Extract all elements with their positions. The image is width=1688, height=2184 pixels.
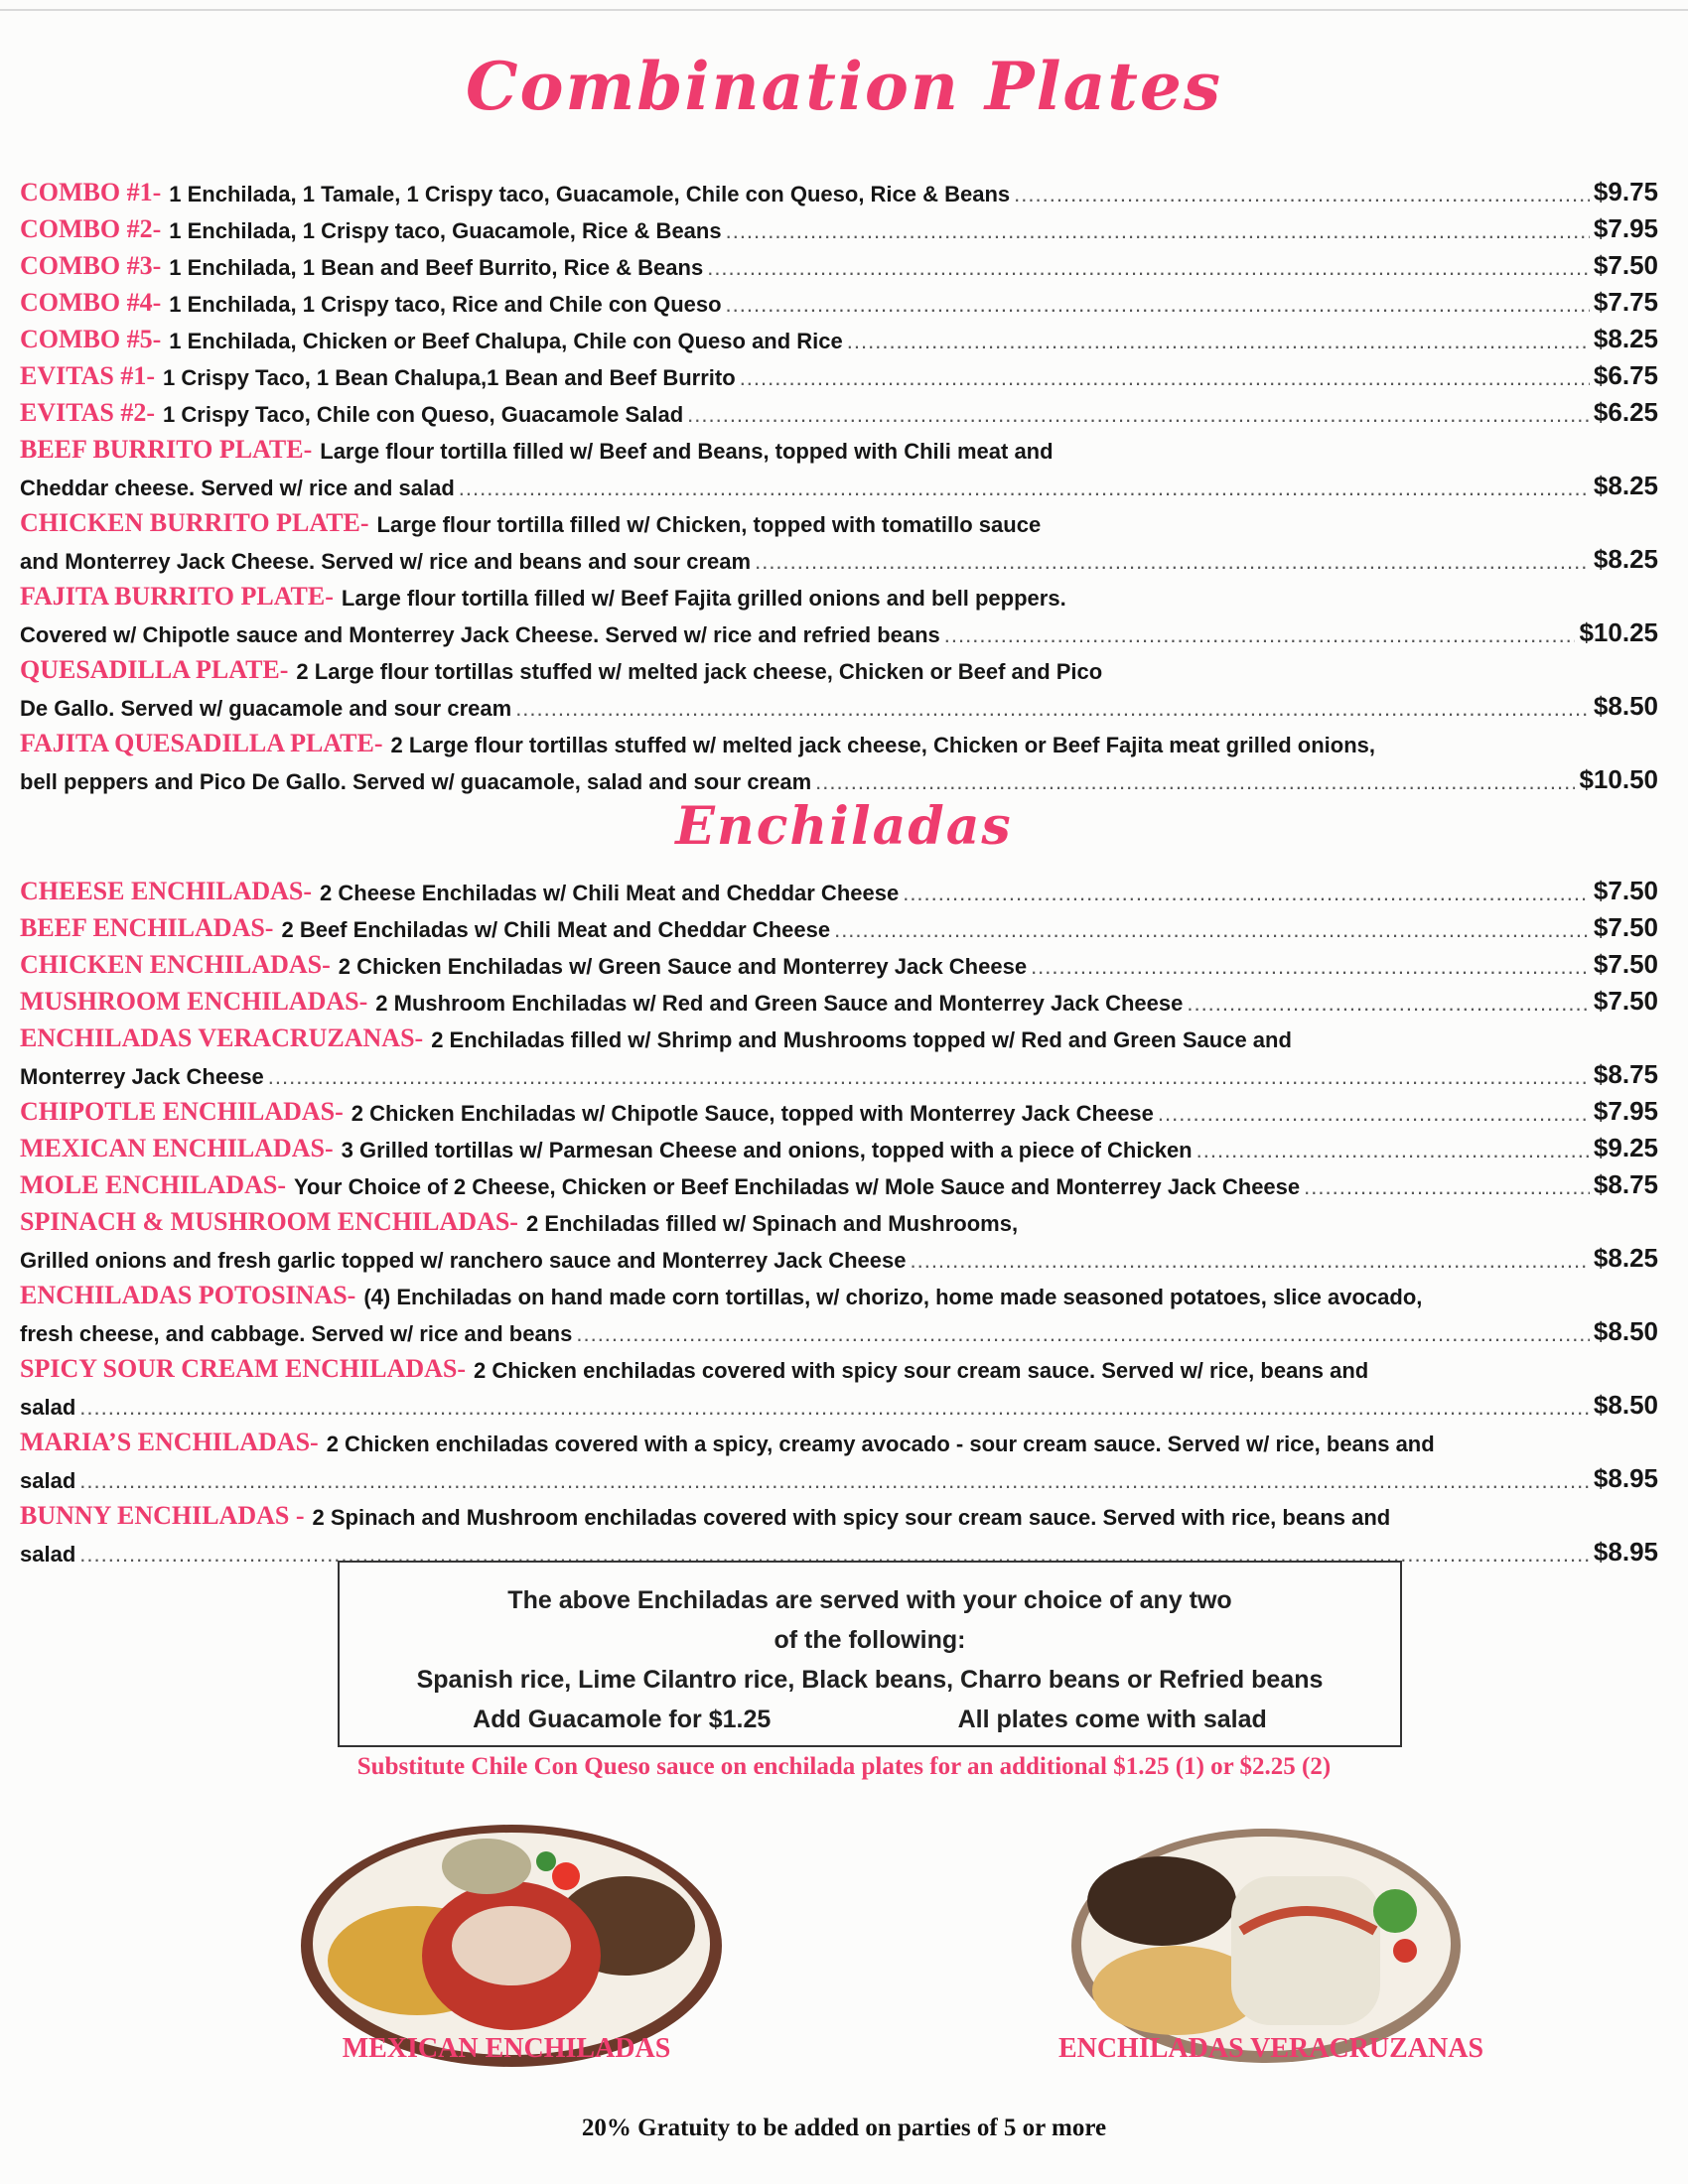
menu-item-line xyxy=(20,648,1658,685)
menu-item-price: $8.75 xyxy=(1593,1059,1658,1089)
menu-item-name: MEXICAN ENCHILADAS- xyxy=(20,1134,334,1162)
dot-leader xyxy=(1187,991,1590,1017)
menu-item-description: 2 Spinach and Mushroom enchiladas covered with spicy sour cream sauce. Served with rice, beans and xyxy=(312,1505,1391,1530)
menu-item-description: Large flour tortilla filled w/ Beef and Beans, topped with Chili meat and xyxy=(320,439,1054,464)
menu-item-description: 1 Enchilada, 1 Bean and Beef Burrito, Rice & Beans xyxy=(169,255,704,280)
menu-item xyxy=(20,870,1658,906)
menu-item-description: 2 Mushroom Enchiladas w/ Red and Green Sauce and Monterrey Jack Cheese xyxy=(375,991,1184,1016)
menu-item-line xyxy=(20,943,1658,980)
menu-item-description: 2 Chicken Enchiladas w/ Chipotle Sauce, topped with Monterrey Jack Cheese xyxy=(351,1101,1154,1126)
mexican-enchiladas-caption: MEXICAN ENCHILADAS xyxy=(342,2033,671,2064)
menu-item-name: COMBO #1- xyxy=(20,178,162,206)
sides-note-line2: of the following: xyxy=(774,1626,966,1654)
menu-item-line xyxy=(20,722,1658,758)
menu-item-line xyxy=(20,1017,1658,1053)
enchiladas-list xyxy=(20,870,1658,1568)
menu-item-line xyxy=(20,428,1658,465)
menu-item xyxy=(20,943,1658,980)
sides-note-line1: The above Enchiladas are served with your choice of any two xyxy=(507,1586,1232,1614)
gratuity-note: 20% Gratuity to be added on parties of 5 or more xyxy=(581,2115,1107,2141)
menu-item-line xyxy=(20,1053,1658,1090)
enchiladas-veracruzanas-caption: ENCHILADAS VERACRUZANAS xyxy=(1057,2033,1484,2064)
menu-item-description: 2 Large flour tortillas stuffed w/ melted jack cheese, Chicken or Beef and Pico xyxy=(296,659,1103,684)
menu-item xyxy=(20,722,1658,795)
menu-item-description: 1 Enchilada, 1 Tamale, 1 Crispy taco, Guacamole, Chile con Queso, Rice & Beans xyxy=(169,182,1011,206)
menu-item-name: CHICKEN ENCHILADAS- xyxy=(20,950,331,979)
menu-item xyxy=(20,1200,1658,1274)
menu-item-price: $8.95 xyxy=(1593,1537,1658,1567)
menu-item-line xyxy=(20,1310,1658,1347)
menu-item-description: Large flour tortilla filled w/ Beef Fajita grilled onions and bell peppers. xyxy=(341,586,1066,611)
menu-item xyxy=(20,1090,1658,1127)
menu-item-line xyxy=(20,1163,1658,1200)
menu-item-name: FAJITA BURRITO PLATE- xyxy=(20,582,334,611)
menu-item-description: 2 Cheese Enchiladas w/ Chili Meat and Cheddar Cheese xyxy=(320,881,900,905)
dot-leader xyxy=(268,1064,1590,1090)
menu-item xyxy=(20,207,1658,244)
menu-item-line xyxy=(20,501,1658,538)
sides-note-extras xyxy=(340,1700,1400,1739)
dot-leader xyxy=(726,218,1590,244)
menu-item xyxy=(20,354,1658,391)
menu-item-name: BEEF ENCHILADAS- xyxy=(20,913,274,942)
menu-item-name: ENCHILADAS POTOSINAS- xyxy=(20,1281,356,1309)
menu-item-description: 1 Crispy Taco, Chile con Queso, Guacamole Salad xyxy=(163,402,684,427)
dot-leader xyxy=(755,549,1590,575)
menu-item-line xyxy=(20,1421,1658,1457)
menu-item-name: MUSHROOM ENCHILADAS- xyxy=(20,987,368,1016)
menu-item xyxy=(20,648,1658,722)
dot-leader xyxy=(834,917,1590,943)
enchiladas-title: Enchiladas xyxy=(675,796,1013,857)
menu-item-line xyxy=(20,1347,1658,1384)
menu-item-line xyxy=(20,906,1658,943)
menu-item-description-continued: Grilled onions and fresh garlic topped w/ ranchero sauce and Monterrey Jack Cheese xyxy=(20,1248,907,1273)
menu-item-line xyxy=(20,281,1658,318)
menu-item-line xyxy=(20,318,1658,354)
menu-item-line xyxy=(20,244,1658,281)
top-rule xyxy=(0,9,1688,11)
menu-item xyxy=(20,1421,1658,1494)
menu-item-name: COMBO #5- xyxy=(20,325,162,353)
menu-item-line xyxy=(20,870,1658,906)
menu-item-line xyxy=(20,1127,1658,1163)
dot-leader xyxy=(903,881,1590,906)
menu-item xyxy=(20,391,1658,428)
menu-item-description-continued: salad xyxy=(20,1395,76,1420)
menu-item-name: SPINACH & MUSHROOM ENCHILADAS- xyxy=(20,1207,518,1236)
menu-item-description-continued: fresh cheese, and cabbage. Served w/ rice and beans xyxy=(20,1321,573,1346)
menu-item-name: ENCHILADAS VERACRUZANAS- xyxy=(20,1024,424,1052)
menu-item-price: $8.95 xyxy=(1593,1463,1658,1493)
menu-item-description: 2 Enchiladas filled w/ Shrimp and Mushrooms topped w/ Red and Green Sauce and xyxy=(431,1027,1292,1052)
menu-item-description: (4) Enchiladas on hand made corn tortillas, w/ chorizo, home made seasoned potatoes, slice avocado, xyxy=(363,1285,1423,1309)
menu-item-name: EVITAS #2- xyxy=(20,398,156,427)
dot-leader xyxy=(79,1395,1590,1421)
menu-item-line xyxy=(20,980,1658,1017)
menu-item-name: MARIA’S ENCHILADAS- xyxy=(20,1428,319,1456)
menu-item xyxy=(20,980,1658,1017)
menu-item-description: 1 Enchilada, 1 Crispy taco, Rice and Chile con Queso xyxy=(169,292,722,317)
dot-leader xyxy=(1304,1174,1590,1200)
menu-item-name: CHEESE ENCHILADAS- xyxy=(20,877,313,905)
combination-plates-title: Combination Plates xyxy=(466,48,1222,125)
salad-note: All plates come with salad xyxy=(957,1706,1267,1733)
dot-leader xyxy=(707,255,1590,281)
menu-item xyxy=(20,1127,1658,1163)
menu-item xyxy=(20,1274,1658,1347)
menu-item-price: $10.50 xyxy=(1579,764,1658,794)
menu-item xyxy=(20,281,1658,318)
menu-item-description: 2 Large flour tortillas stuffed w/ melted jack cheese, Chicken or Beef Fajita meat grilled onions, xyxy=(390,733,1375,757)
dot-leader xyxy=(1196,1138,1590,1163)
menu-item-name: EVITAS #1- xyxy=(20,361,156,390)
menu-item-price: $8.75 xyxy=(1593,1169,1658,1199)
menu-item-price: $9.25 xyxy=(1593,1133,1658,1162)
menu-item-description: 2 Beef Enchiladas w/ Chili Meat and Cheddar Cheese xyxy=(281,917,831,942)
menu-item-name: MOLE ENCHILADAS- xyxy=(20,1170,286,1199)
menu-item-description: 2 Chicken enchiladas covered with a spicy, creamy avocado - sour cream sauce. Served w/ rice, beans and xyxy=(326,1432,1435,1456)
dot-leader xyxy=(1031,954,1590,980)
menu-item-price: $8.50 xyxy=(1593,1316,1658,1346)
menu-item-price: $9.75 xyxy=(1593,177,1658,206)
menu-item xyxy=(20,1494,1658,1568)
menu-item xyxy=(20,501,1658,575)
menu-item xyxy=(20,171,1658,207)
menu-item-line xyxy=(20,612,1658,648)
menu-item xyxy=(20,244,1658,281)
menu-item xyxy=(20,1347,1658,1421)
menu-item xyxy=(20,318,1658,354)
menu-item-price: $8.25 xyxy=(1593,1243,1658,1273)
menu-item-price: $6.75 xyxy=(1593,360,1658,390)
dot-leader xyxy=(515,696,1590,722)
menu-item-name: BUNNY ENCHILADAS - xyxy=(20,1501,305,1530)
combination-plates-list xyxy=(20,171,1658,795)
dot-leader xyxy=(687,402,1590,428)
menu-item-description: 2 Chicken enchiladas covered with spicy sour cream sauce. Served w/ rice, beans and xyxy=(474,1358,1369,1383)
menu-item-description: 1 Enchilada, 1 Crispy taco, Guacamole, Rice & Beans xyxy=(169,218,722,243)
menu-item-price: $7.50 xyxy=(1593,250,1658,280)
menu-item-line xyxy=(20,758,1658,795)
menu-item-name: SPICY SOUR CREAM ENCHILADAS- xyxy=(20,1354,467,1383)
dot-leader xyxy=(576,1321,1590,1347)
dot-leader xyxy=(944,622,1576,648)
menu-item-line xyxy=(20,1494,1658,1531)
menu-item-description: Large flour tortilla filled w/ Chicken, topped with tomatillo sauce xyxy=(376,512,1042,537)
menu-item-description: 2 Chicken Enchiladas w/ Green Sauce and Monterrey Jack Cheese xyxy=(338,954,1028,979)
menu-item-price: $7.50 xyxy=(1593,949,1658,979)
menu-item-price: $7.95 xyxy=(1593,213,1658,243)
menu-item-price: $7.95 xyxy=(1593,1096,1658,1126)
menu-item-line xyxy=(20,391,1658,428)
menu-item-name: COMBO #4- xyxy=(20,288,162,317)
menu-item-line xyxy=(20,171,1658,207)
menu-item-description-continued: De Gallo. Served w/ guacamole and sour cream xyxy=(20,696,512,721)
menu-item-name: QUESADILLA PLATE- xyxy=(20,655,289,684)
menu-item xyxy=(20,575,1658,648)
dot-leader xyxy=(740,365,1590,391)
dot-leader xyxy=(726,292,1590,318)
menu-item-price: $7.50 xyxy=(1593,876,1658,905)
menu-item-description-continued: Cheddar cheese. Served w/ rice and salad xyxy=(20,476,455,500)
sides-note-box xyxy=(338,1561,1402,1747)
menu-item xyxy=(20,428,1658,501)
menu-item-line xyxy=(20,1200,1658,1237)
menu-item-line xyxy=(20,465,1658,501)
dot-leader xyxy=(847,329,1590,354)
dot-leader xyxy=(910,1248,1589,1274)
menu-item-line xyxy=(20,1274,1658,1310)
dot-leader xyxy=(1014,182,1590,207)
menu-item-description: 3 Grilled tortillas w/ Parmesan Cheese and onions, topped with a piece of Chicken xyxy=(341,1138,1193,1162)
menu-item-description: Your Choice of 2 Cheese, Chicken or Beef Enchiladas w/ Mole Sauce and Monterrey Jack Cheese xyxy=(293,1174,1301,1199)
menu-item-line xyxy=(20,575,1658,612)
menu-item-price: $8.25 xyxy=(1593,544,1658,574)
menu-item-line xyxy=(20,1384,1658,1421)
menu-item-description-continued: and Monterrey Jack Cheese. Served w/ rice and beans and sour cream xyxy=(20,549,752,574)
menu-item-name: CHIPOTLE ENCHILADAS- xyxy=(20,1097,344,1126)
menu-item-line xyxy=(20,685,1658,722)
menu-item-description-continued: Monterrey Jack Cheese xyxy=(20,1064,264,1089)
menu-item-price: $7.75 xyxy=(1593,287,1658,317)
menu-item xyxy=(20,906,1658,943)
menu-item-price: $8.25 xyxy=(1593,471,1658,500)
menu-item-line xyxy=(20,354,1658,391)
menu-item xyxy=(20,1163,1658,1200)
dot-leader xyxy=(815,769,1575,795)
menu-item-description: 1 Crispy Taco, 1 Bean Chalupa,1 Bean and Beef Burrito xyxy=(163,365,736,390)
menu-item-price: $8.25 xyxy=(1593,324,1658,353)
menu-item-price: $7.50 xyxy=(1593,912,1658,942)
menu-item-name: FAJITA QUESADILLA PLATE- xyxy=(20,729,383,757)
dot-leader xyxy=(1158,1101,1590,1127)
menu-item-line xyxy=(20,1457,1658,1494)
menu-item-description: 2 Enchiladas filled w/ Spinach and Mushrooms, xyxy=(525,1211,1019,1236)
dot-leader xyxy=(79,1468,1590,1494)
menu-item-description-continued: Covered w/ Chipotle sauce and Monterrey Jack Cheese. Served w/ rice and refried beans xyxy=(20,622,940,647)
menu-item-price: $8.50 xyxy=(1593,1390,1658,1420)
menu-item-description-continued: salad xyxy=(20,1542,76,1567)
menu-item-name: COMBO #2- xyxy=(20,214,162,243)
menu-item-line xyxy=(20,207,1658,244)
substitute-queso-note: Substitute Chile Con Queso sauce on enchilada plates for an additional $1.25 (1) or $2.25 (2) xyxy=(356,1753,1332,1780)
dot-leader xyxy=(459,476,1590,501)
menu-item-description-continued: salad xyxy=(20,1468,76,1493)
menu-item-description: 1 Enchilada, Chicken or Beef Chalupa, Chile con Queso and Rice xyxy=(169,329,843,353)
menu-item-price: $8.50 xyxy=(1593,691,1658,721)
menu-item-line xyxy=(20,1090,1658,1127)
sides-note-options: Spanish rice, Lime Cilantro rice, Black beans, Charro beans or Refried beans xyxy=(416,1666,1324,1694)
menu-item-description-continued: bell peppers and Pico De Gallo. Served w/ guacamole, salad and sour cream xyxy=(20,769,812,794)
menu-item xyxy=(20,1017,1658,1090)
add-guacamole-note: Add Guacamole for $1.25 xyxy=(473,1706,772,1733)
menu-item-line xyxy=(20,538,1658,575)
menu-item-price: $7.50 xyxy=(1593,986,1658,1016)
menu-item-price: $10.25 xyxy=(1579,617,1658,647)
menu-item-price: $6.25 xyxy=(1593,397,1658,427)
menu-item-line xyxy=(20,1237,1658,1274)
menu-item-name: CHICKEN BURRITO PLATE- xyxy=(20,508,369,537)
menu-item-name: COMBO #3- xyxy=(20,251,162,280)
menu-item-name: BEEF BURRITO PLATE- xyxy=(20,435,313,464)
